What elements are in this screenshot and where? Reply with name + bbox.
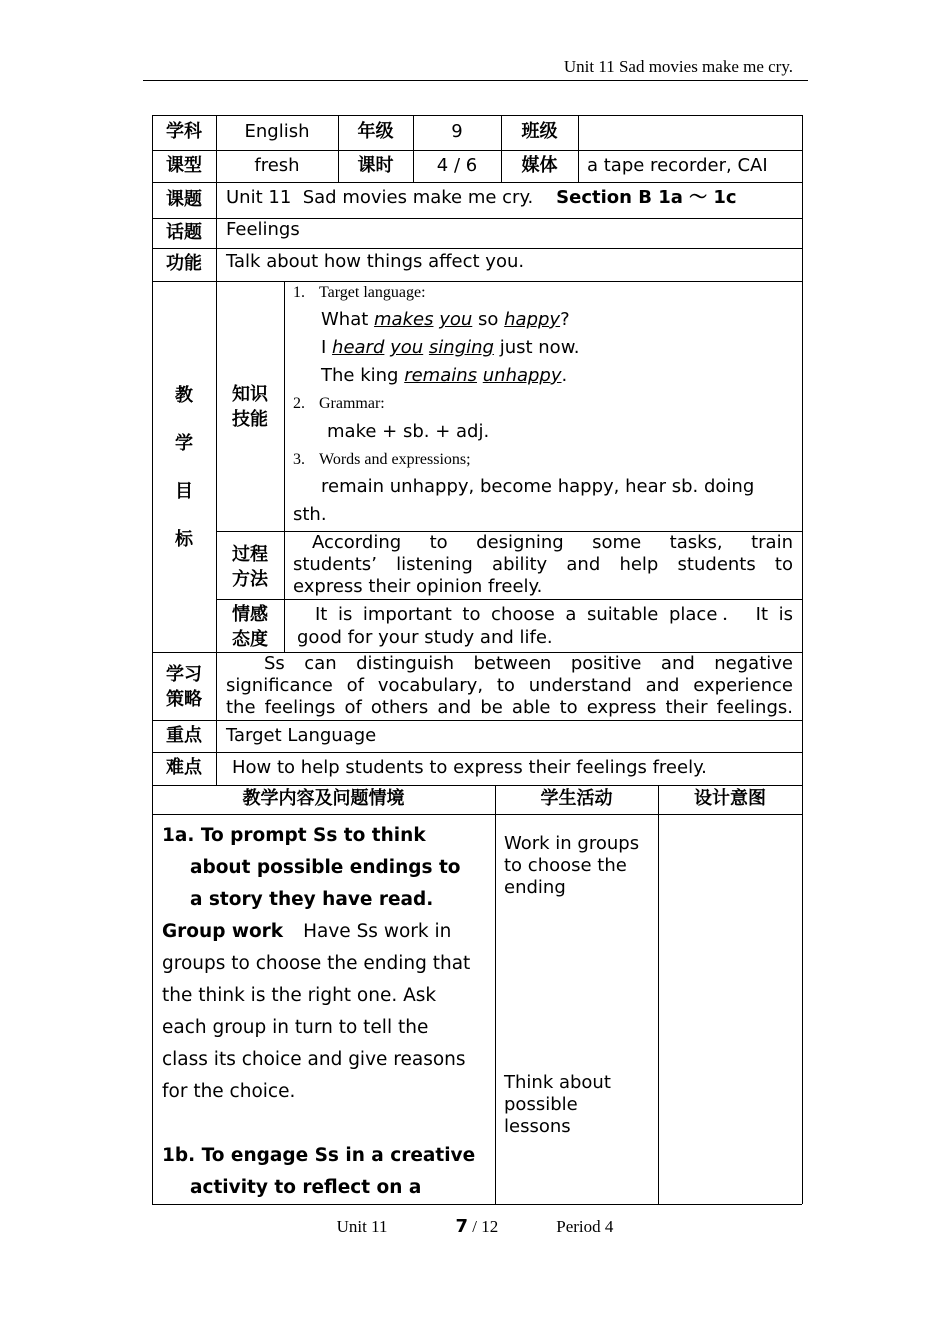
grade-value: 9 xyxy=(451,121,463,143)
strategy-label: 学习 策略 xyxy=(166,664,202,710)
topic-title: Unit 11 Sad movies make me cry. xyxy=(226,187,534,208)
student-activity-1: Work in groups to choose the ending xyxy=(504,833,640,898)
type-label: 课型 xyxy=(166,154,202,176)
media-label: 媒体 xyxy=(521,154,558,176)
teaching-content: 1a. To prompt Ss to think about possible endings to a story they have read. Group work Have Ss work in groups to choose the ending that the think is the right one. Ask each group in turn to tell the class its choice and give reasons for the choice. 1b. To engage Ss in a creative activity to reflect on a xyxy=(162,825,476,1198)
grade-label: 年级 xyxy=(357,121,394,143)
student-activity-2: Think about possible lessons xyxy=(504,1072,611,1137)
process-label: 过程 方法 xyxy=(232,544,268,590)
topic-value xyxy=(226,187,737,210)
class-value xyxy=(578,115,802,150)
grammar-value: make + sb. + adj. xyxy=(327,421,490,442)
page-footer xyxy=(0,1216,950,1237)
theme-label: 话题 xyxy=(166,221,202,243)
running-header: Unit 11 Sad movies make me cry. xyxy=(563,57,793,76)
page-number: 7 xyxy=(455,1216,468,1237)
media-value: a tape recorder, CAI xyxy=(587,154,768,176)
type-value: fresh xyxy=(254,154,300,176)
key-point-label: 重点 xyxy=(166,724,202,746)
objectives-label: 教 学 目 标 xyxy=(175,385,193,550)
subject-label: 学科 xyxy=(166,121,202,143)
attitude-label: 情感 态度 xyxy=(232,604,268,650)
column-header-activity: 学生活动 xyxy=(540,788,613,810)
example-sentence-3: The king remains unhappy. xyxy=(321,365,568,386)
knowledge-label: 知识 技能 xyxy=(232,384,268,430)
class-label: 班级 xyxy=(521,121,558,143)
difficulty-label: 难点 xyxy=(166,757,202,779)
topic-label: 课题 xyxy=(166,188,202,210)
column-header-content: 教学内容及问题情境 xyxy=(242,788,405,810)
example-sentence-1: What makes you so happy? xyxy=(321,309,570,330)
topic-section: Section B 1a ～ 1c xyxy=(556,187,737,208)
words-heading: 3. Words and expressions; xyxy=(293,451,471,468)
footer-unit: Unit 11 xyxy=(336,1217,388,1236)
grammar-heading: 2. Grammar: xyxy=(293,395,385,412)
strategy-value: Ss can distinguish between positive and negative significance of vocabulary, to understand and experience the feelings of others and be able to express their feelings. xyxy=(226,653,793,718)
column-header-intention: 设计意图 xyxy=(694,788,766,810)
process-value: According to designing some tasks, train students’ listening ability and help students to express their opinion freely. xyxy=(293,532,793,597)
difficulty-value: How to help students to express their feelings freely. xyxy=(232,757,707,778)
words-line-1: remain unhappy, become happy, hear sb. doing xyxy=(321,476,755,497)
page-total: / 12 xyxy=(472,1217,499,1236)
function-label: 功能 xyxy=(166,253,202,275)
footer-period: Period 4 xyxy=(556,1217,614,1236)
target-language-heading: 1. Target language: xyxy=(293,284,426,301)
key-point-value: Target Language xyxy=(226,725,377,746)
subject-value: English xyxy=(244,121,310,143)
period-value: 4 / 6 xyxy=(436,154,478,176)
function-value: Talk about how things affect you. xyxy=(226,251,525,272)
example-sentence-2: I heard you singing just now. xyxy=(321,337,580,358)
theme-value: Feelings xyxy=(226,219,300,240)
header-rule xyxy=(143,80,808,81)
words-line-2: sth. xyxy=(293,504,327,525)
period-label: 课时 xyxy=(357,154,394,176)
attitude-value: It is important to choose a suitable place． It is good for your study and life. xyxy=(297,604,793,648)
